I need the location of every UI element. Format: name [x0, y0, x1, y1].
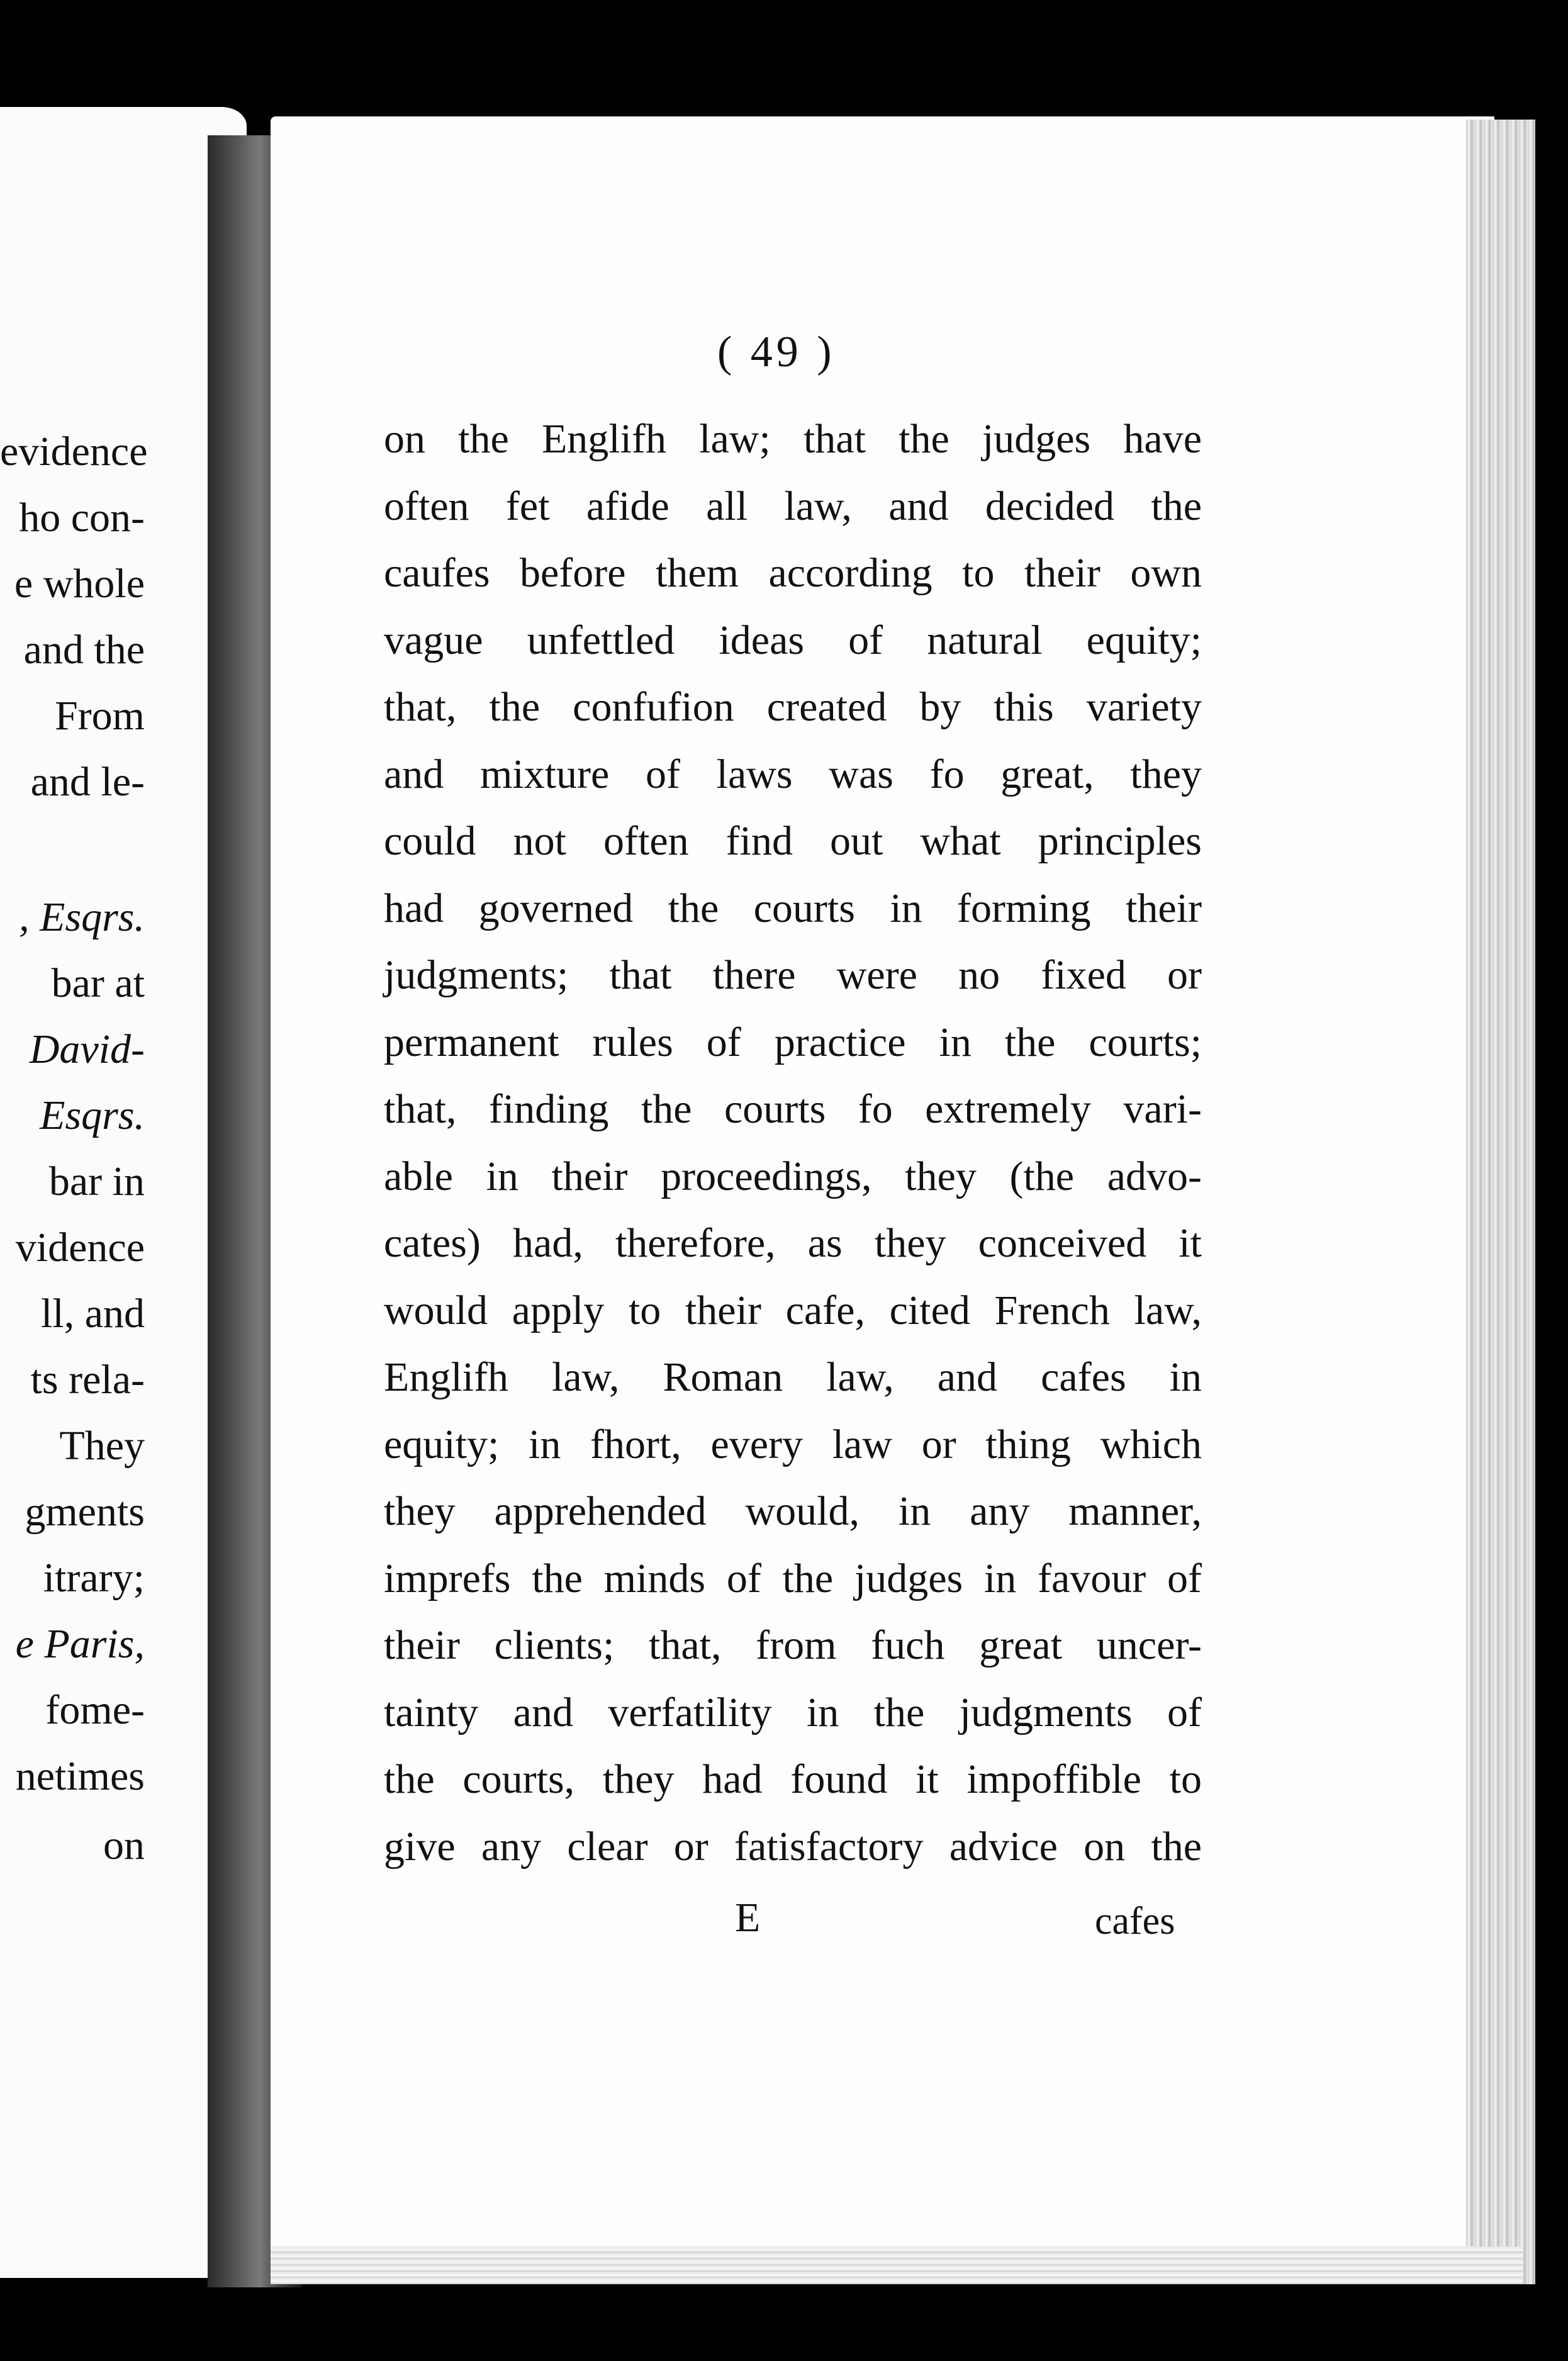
text-line: imprefs the minds of the judges in favour of: [384, 1556, 1202, 1601]
left-page-line: From: [54, 693, 145, 739]
left-page-line: They: [59, 1423, 145, 1469]
left-page-line: bar at: [51, 960, 145, 1006]
left-page-line: , Esqrs.: [19, 894, 145, 940]
left-page-line: fome-: [45, 1687, 145, 1733]
text-line: tainty and verfatility in the judgments of: [384, 1690, 1202, 1736]
text-line: on the Englifh law; that the judges have: [384, 416, 1202, 462]
text-line: their clients; that, from fuch great uncer-: [384, 1622, 1202, 1668]
text-line: equity; in fhort, every law or thing which: [384, 1422, 1202, 1467]
text-line: that, finding the courts fo extremely vari-: [384, 1086, 1202, 1132]
left-page-line: ts rela-: [30, 1357, 145, 1403]
left-page-line: ho con-: [19, 495, 145, 541]
left-page-line: David-: [29, 1026, 145, 1072]
left-page-line: itrary;: [43, 1555, 145, 1601]
left-page-line: on: [103, 1822, 145, 1868]
text-line: they apprehended would, in any manner,: [384, 1488, 1202, 1534]
left-page-line: vidence: [15, 1225, 145, 1270]
left-page-line: e whole: [14, 561, 145, 607]
text-line: could not often find out what principles: [384, 818, 1202, 864]
left-page-line: evidence: [0, 429, 148, 474]
text-line: and mixture of laws was fo great, they: [384, 751, 1202, 797]
text-line: permanent rules of practice in the courts;: [384, 1019, 1202, 1065]
left-page-line: Esqrs.: [40, 1092, 145, 1138]
catchword: cafes: [1095, 1900, 1175, 1943]
left-page-line: e Paris,: [15, 1621, 145, 1667]
text-line: cates) had, therefore, as they conceived it: [384, 1220, 1202, 1266]
text-line: Englifh law, Roman law, and cafes in: [384, 1354, 1202, 1400]
page-edges: [1466, 120, 1535, 2284]
text-line: often fet afide all law, and decided the: [384, 483, 1202, 529]
text-line: judgments; that there were no fixed or: [384, 952, 1202, 998]
text-line: the courts, they had found it impoffible to: [384, 1756, 1202, 1802]
left-page-line: ll, and: [41, 1291, 145, 1337]
bottom-page-edge: [271, 2246, 1523, 2284]
text-line: that, the confufion created by this variety: [384, 684, 1202, 730]
text-line: caufes before them according to their own: [384, 550, 1202, 596]
left-page-line: and the: [23, 627, 145, 673]
left-page-line: bar in: [48, 1158, 145, 1204]
text-line: able in their proceedings, they (the advo-: [384, 1153, 1202, 1199]
text-line: would apply to their cafe, cited French law,: [384, 1287, 1202, 1333]
left-page-line: netimes: [15, 1753, 145, 1799]
left-page-line: and le-: [30, 759, 145, 805]
left-page-line: gments: [25, 1489, 145, 1535]
page-number: ( 49 ): [717, 328, 836, 376]
signature-mark: E: [735, 1895, 761, 1941]
text-line: vague unfettled ideas of natural equity;: [384, 617, 1202, 663]
text-line: had governed the courts in forming their: [384, 885, 1202, 931]
text-line: give any clear or fatisfactory advice on the: [384, 1824, 1202, 1870]
